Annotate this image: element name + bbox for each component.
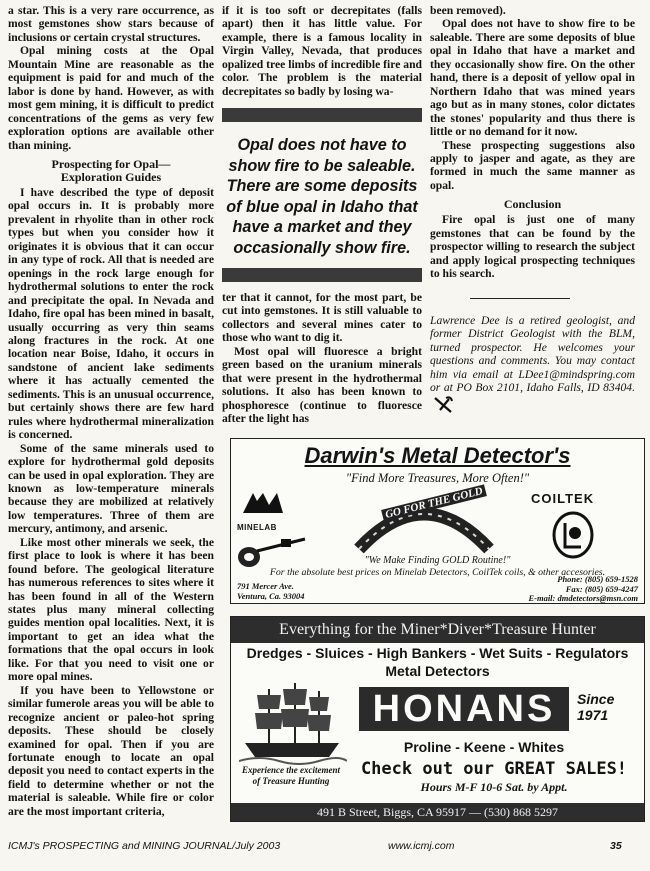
paragraph: if it is too soft or decrepitates (falls apart) then it has little value. For example, there is a famous locality in Virgin Valley, Nevada, that produces opalized tree limbs of incredible fire and color. The problem is the material decrepitates so badly by losing wa-	[222, 4, 422, 98]
go-for-gold-text: GO FOR THE GOLD	[381, 484, 487, 521]
since-badge: Since 1971	[577, 691, 615, 723]
paragraph: Some of the same minerals used to explore for hydrothermal gold deposits can be used in opal exploration. They are known as low-temperature minerals because they are mobilized at relatively low temperatures. Three of them are mercury, antimony, and arsenic.	[8, 441, 214, 536]
ad-routine: "We Make Finding GOLD Routine!"	[364, 555, 511, 566]
ad-address-bar: 491 B Street, Biggs, CA 95917 — (530) 868 5297	[231, 803, 644, 821]
paragraph: I have described the type of deposit opal occurs in. It is probably more prevalent in rhyolite than in other rock types but when you consider how it originates it is obvious that it can occur in any type of rock. All that is needed are openings in the rock large enough for hydrothermal solutions to enter the rock and precipitate the opal. In Nevada and Idaho, fire opal has been mined in basalt, usually occurring as very thin seams along fractures in the rock. At one location near Boise, Idaho, it occurs in sandstone of ancient lake sediments where it has actually cemented the sediments. This is an unusual occurrence, but certainly shows there are few hard rules where hydrothermal mineralization is concerned.	[8, 185, 214, 442]
ad-products-2: Metal Detectors	[385, 663, 490, 679]
ad-contact: Phone: (805) 659-1528 Fax: (805) 659-4247 E-mail: dmdetectors@msn.com	[528, 574, 638, 603]
coiltek-coil-icon	[551, 509, 595, 559]
ad-hours: Hours M-F 10-6 Sat. by Appt.	[420, 780, 568, 794]
minelab-logo-icon	[239, 487, 287, 523]
ad-banner: Everything for the Miner*Diver*Treasure Hunter	[231, 617, 644, 643]
ad-sale: Check out our GREAT SALES!	[360, 759, 628, 779]
divider	[470, 298, 570, 299]
honans-ad[interactable]	[230, 616, 645, 822]
section-heading: Conclusion	[503, 197, 562, 212]
pull-quote: Opal does not have to show fire to be saleable. There are some deposits of blue opal in Idaho that have a market and they occasionally show fire.	[226, 136, 418, 257]
footer-website[interactable]: www.icmj.com	[388, 840, 455, 852]
ad-address: 791 Mercer Ave. Ventura, Ca. 93004	[237, 581, 305, 601]
paragraph: Most opal will fluoresce a bright green based on the uranium minerals that were present in the hydrothermal solutions. It also has been known to phosphoresce (continue to fluoresce after the light has	[222, 344, 422, 426]
ad-products-1: Dredges - Sluices - High Bankers - Wet Suits - Regulators	[246, 645, 629, 661]
paragraph: Fire opal is just one of many gemstones that can be found by the prospector willing to research the subject and apply logical prospecting techniques to his search.	[430, 213, 635, 281]
footer-publication: ICMJ's PROSPECTING and MINING JOURNAL/July 2003	[8, 840, 281, 852]
ad-brands: Proline - Keene - Whites	[403, 739, 565, 755]
darwins-metal-detectors-ad[interactable]	[230, 438, 645, 604]
author-bio: Lawrence Dee is a retired geologist, and former District Geologist with the BLM, turned prospector. He welcomes your questions and comments. You may contact him via email at LDee1@mindspring.com or at PO Box 2101, Idaho Falls, ID 83404.	[430, 314, 635, 415]
ad-subtitle: "Find More Treasures, More Often!"	[345, 471, 530, 485]
sailing-ship-icon	[239, 679, 347, 765]
article-column-3	[430, 4, 635, 281]
ad-tagline: Experience the excitement of Treasure Hunting	[242, 765, 340, 786]
paragraph: These prospecting suggestions also apply to jasper and agate, as they are formed in much the same manner as opal.	[430, 138, 635, 192]
paragraph: ter that it cannot, for the most part, be cut into gemstones. It is still valuable to collectors and several mines cater to those who want to dig it.	[222, 291, 422, 345]
article-column-2	[222, 4, 422, 98]
ad-title: Darwin's Metal Detector's	[304, 443, 571, 468]
paragraph: Opal does not have to show fire to be saleable. There are some deposits of blue opal in Idaho that have a market and they occasionally show fire. On the other hand, there is a deposit of yellow opal in Northern Idaho that was mined years ago but as in many stones, color dictates the stones' popularity and thus there is little or no demand for it now.	[430, 17, 635, 139]
paragraph: Opal mining costs at the Opal Mountain Mine are reasonable as the equipment is paid for and much of the labor is done by hand. However, as with most gem mining, it is difficult to predict concentrations of the gems as very few exploration options are available other than mining.	[8, 44, 214, 152]
pullquote-bottom-bar	[222, 268, 422, 282]
paragraph: a star. This is a very rare occurrence, as most gemstones show stars because of inclusions or certain crystal structures.	[8, 4, 214, 44]
coiltek-label: COILTEK	[531, 491, 595, 506]
pick-shovel-icon	[432, 395, 454, 415]
paragraph: been removed).	[430, 4, 506, 17]
pullquote-top-bar	[222, 108, 422, 122]
paragraph: If you have been to Yellowstone or similar fumerole areas you will be able to recognize ancient or paleo-hot spring deposits. These should be closely examined for opal. Then if you are fortunate enough to locate an opal deposit you need to contact experts in the field to determine whether or not the material is saleable. While fire or color are the most important criteria,	[8, 683, 214, 818]
ad-prices: For the absolute best prices on Minelab Detectors, CoilTek coils, & other accesories.	[269, 567, 606, 578]
honans-logo: HONANS	[359, 687, 569, 731]
paragraph: Like most other minerals we seek, the first place to look is where it has been found before. The geological literature has numerous references to sites where it has been found in all of the Western states plus many mineral collecting guides mention opal localities. Next, it is important to get an idea what the formations that the opal occurs in look like. For that you need to visit one or more opal mines.	[8, 535, 214, 684]
article-column-2-continued	[222, 291, 422, 426]
page-number: 35	[610, 840, 622, 852]
minelab-label: MINELAB	[237, 523, 277, 532]
article-column-1	[8, 4, 214, 818]
section-heading: Prospecting for Opal— Exploration Guides	[51, 156, 171, 184]
